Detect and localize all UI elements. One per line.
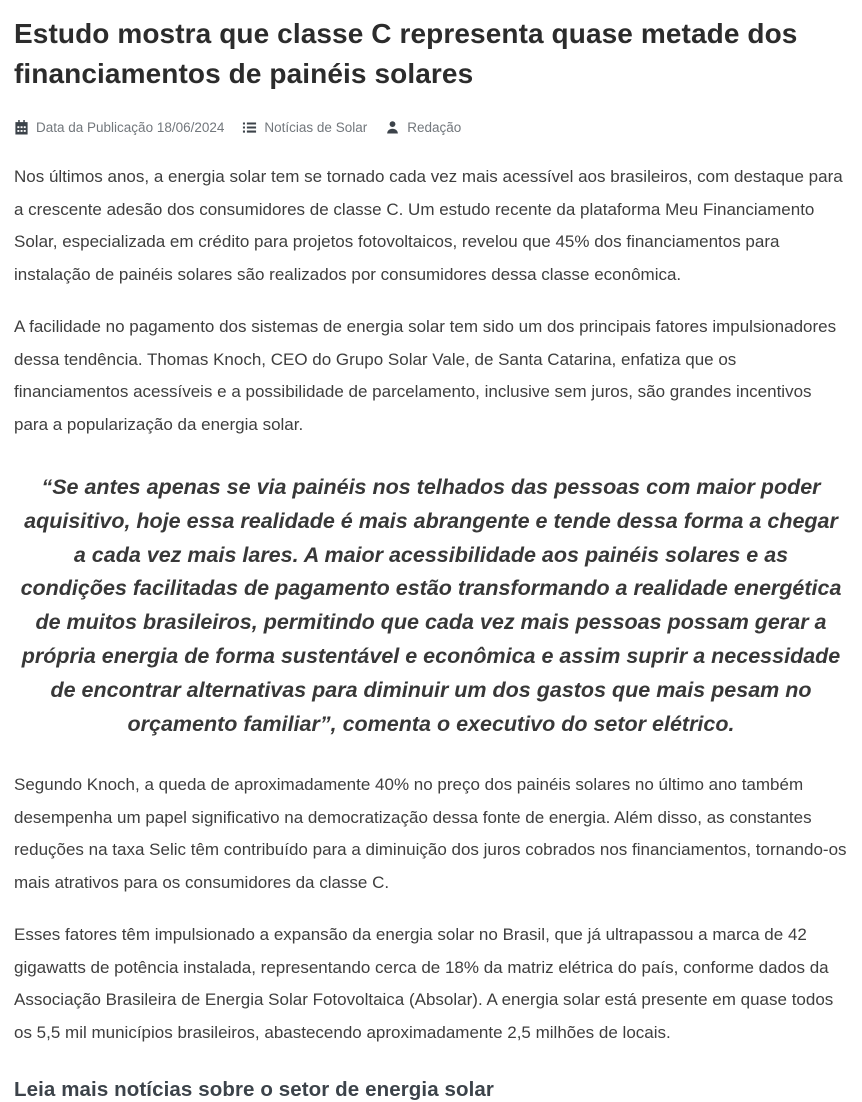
- publish-date-label: Data da Publicação 18/06/2024: [36, 120, 225, 135]
- article-paragraph-2: A facilidade no pagamento dos sistemas de energia solar tem sido um dos principais fatores impulsionadores dessa tendência. Thomas Knoch, CEO do Grupo Solar Vale, de Santa Catarina, enfatiza que os financiamentos acessíveis e a possibilidade de parcelamento, inclusive sem juros, são grandes incentivos para a popularização da energia solar.: [14, 317, 837, 434]
- author-link[interactable]: [385, 120, 461, 135]
- category-label: Notícias de Solar: [264, 120, 368, 135]
- publish-date: [14, 120, 224, 135]
- pull-quote: “Se antes apenas se via painéis nos telhados das pessoas com maior poder aquisitivo, hoje essa realidade é mais abrangente e tende dessa forma a chegar a cada vez mais lares. A maior acessibilidade aos painéis solares e as condições facilitadas de pagamento estão transformando a realidade energética de muitos brasileiros, permitindo que cada vez mais pessoas possam gerar a própria energia de forma sustentável e econômica e assim suprir a necessidade de encontrar alternativas para diminuir um dos gastos que mais pesam no orçamento familiar”, comenta o executivo do setor elétrico.: [20, 475, 842, 736]
- person-icon: [385, 120, 400, 135]
- article-meta: [14, 120, 848, 135]
- article-paragraph-3: Segundo Knoch, a queda de aproximadamente 40% no preço dos painéis solares no último ano também desempenha um papel significativo na democratização dessa fonte de energia. Além disso, as constantes reduções na taxa Selic têm contribuído para a diminuição dos juros cobrados nos financiamentos, tornando-os mais atrativos para os consumidores da classe C.: [14, 775, 847, 892]
- author-label: Redação: [407, 120, 462, 135]
- list-icon: [242, 120, 257, 135]
- read-more-heading: Leia mais notícias sobre o setor de energia solar: [14, 1078, 494, 1102]
- article-paragraph-4: Esses fatores têm impulsionado a expansão da energia solar no Brasil, que já ultrapassou a marca de 42 gigawatts de potência instalada, representando cerca de 18% da matriz elétrica do país, conforme dados da Associação Brasileira de Energia Solar Fotovoltaica (Absolar). A energia solar está presente em quase todos os 5,5 mil municípios brasileiros, abastecendo aproximadamente 2,5 milhões de locais.: [14, 925, 834, 1042]
- article-title: Estudo mostra que classe C representa quase metade dos financiamentos de painéis solares: [14, 18, 798, 89]
- article-paragraph-1: Nos últimos anos, a energia solar tem se tornado cada vez mais acessível aos brasileiros, com destaque para a crescente adesão dos consumidores de classe C. Um estudo recente da plataforma Meu Financiamento Solar, especializada em crédito para projetos fotovoltaicos, revelou que 45% dos financiamentos para instalação de painéis solares são realizados por consumidores dessa classe econômica.: [14, 167, 843, 284]
- category-link[interactable]: [242, 120, 367, 135]
- calendar-icon: [14, 120, 29, 135]
